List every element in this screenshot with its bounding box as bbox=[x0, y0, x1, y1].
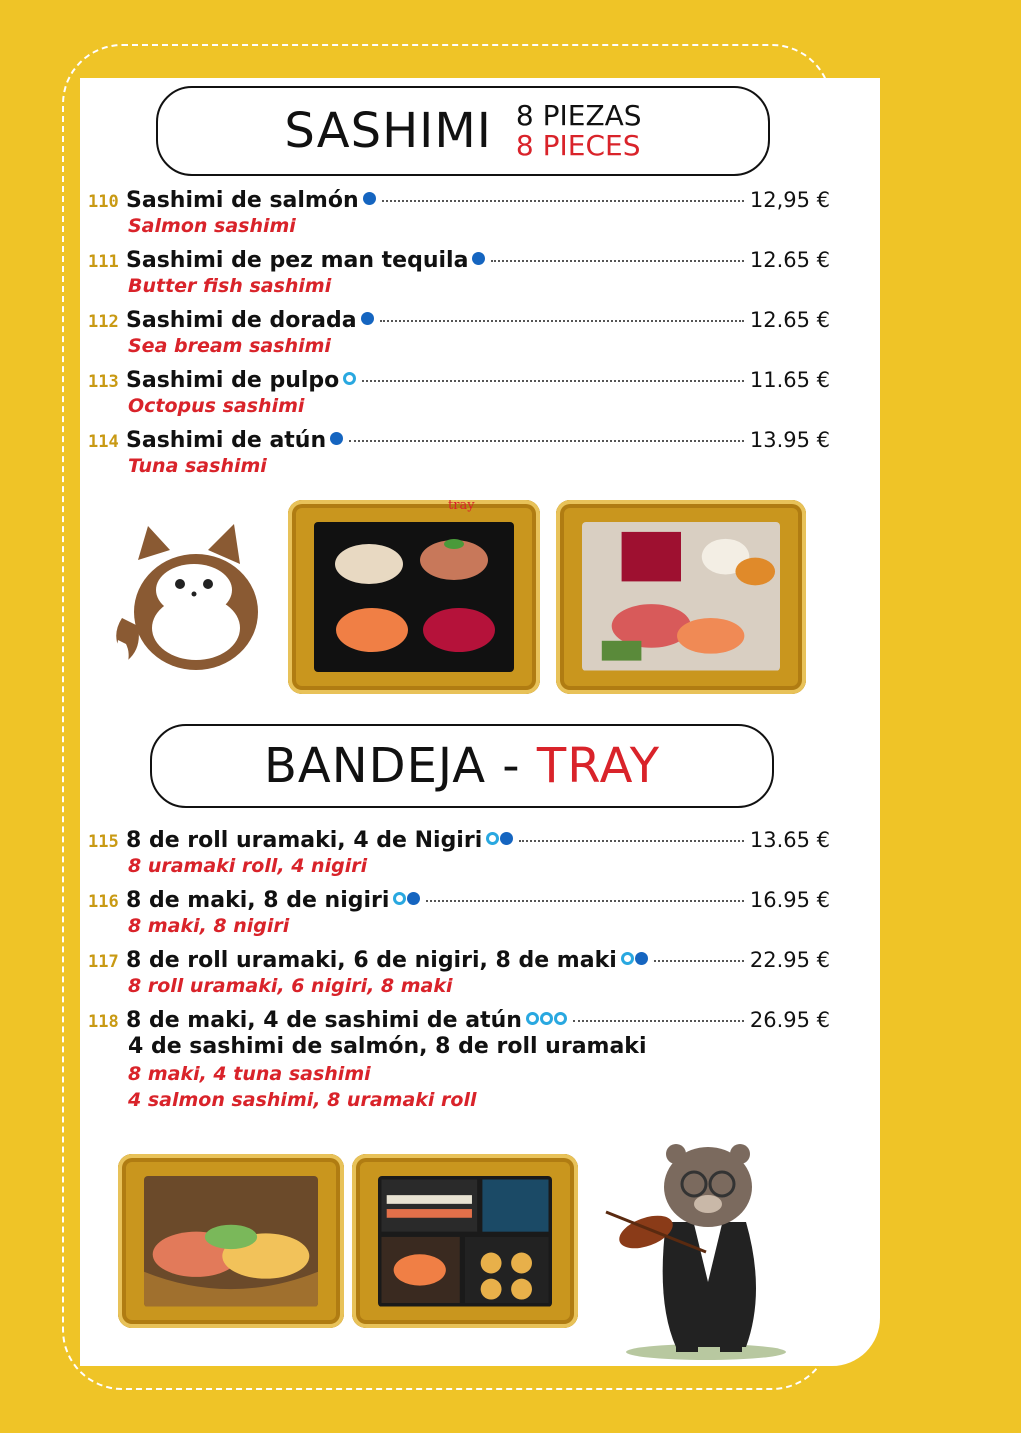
item-english: Octopus sashimi bbox=[128, 395, 305, 417]
leader-dots bbox=[573, 1020, 744, 1022]
fish-icon bbox=[343, 372, 356, 385]
pieces-es: 8 PIEZAS bbox=[515, 99, 642, 132]
sushi-collage-photo bbox=[378, 1176, 552, 1307]
sashimi-pieces bbox=[516, 101, 642, 161]
photo-frame-boat-tray bbox=[118, 1154, 344, 1328]
item-price: 26.95 € bbox=[749, 1008, 830, 1032]
tray-title-en: TRAY bbox=[536, 738, 661, 794]
item-number: 114 bbox=[88, 432, 119, 452]
menu-item-111 bbox=[88, 248, 830, 299]
menu-item-115 bbox=[88, 828, 830, 879]
item-name: Sashimi de dorada bbox=[126, 308, 357, 333]
leader-dots bbox=[519, 840, 744, 842]
tray-title bbox=[264, 738, 660, 794]
boat-tray-photo bbox=[144, 1176, 318, 1307]
item-price: 12.65 € bbox=[749, 248, 830, 272]
item-price: 22.95 € bbox=[749, 948, 830, 972]
item-english-continued: 4 salmon sashimi, 8 uramaki roll bbox=[128, 1089, 477, 1111]
tray-title-es: BANDEJA - bbox=[263, 738, 537, 794]
fish-icon bbox=[486, 832, 513, 845]
leader-dots bbox=[382, 200, 744, 202]
item-number: 117 bbox=[88, 952, 119, 972]
item-english: Salmon sashimi bbox=[128, 215, 296, 237]
item-number: 113 bbox=[88, 372, 119, 392]
item-price: 16.95 € bbox=[749, 888, 830, 912]
item-number: 112 bbox=[88, 312, 119, 332]
menu-item-112 bbox=[88, 308, 830, 359]
item-number: 118 bbox=[88, 1012, 119, 1032]
fish-icon bbox=[472, 252, 485, 265]
item-price: 12.65 € bbox=[749, 308, 830, 332]
leader-dots bbox=[491, 260, 743, 262]
fish-icon bbox=[330, 432, 343, 445]
menu-item-113 bbox=[88, 368, 830, 419]
leader-dots bbox=[426, 900, 743, 902]
tray-caption: tray bbox=[448, 498, 475, 513]
menu-item-114 bbox=[88, 428, 830, 479]
item-name: 8 de maki, 8 de nigiri bbox=[126, 888, 390, 913]
item-name: Sashimi de pulpo bbox=[126, 368, 340, 393]
item-name: Sashimi de atún bbox=[126, 428, 327, 453]
photo-frame-sashimi-platter bbox=[288, 500, 540, 694]
pieces-en: 8 PIECES bbox=[515, 129, 641, 162]
item-name: Sashimi de pez man tequila bbox=[126, 248, 469, 273]
fish-icon bbox=[361, 312, 374, 325]
item-number: 116 bbox=[88, 892, 119, 912]
menu-item-116 bbox=[88, 888, 830, 939]
item-name: Sashimi de salmón bbox=[126, 188, 359, 213]
fish-icon bbox=[621, 952, 648, 965]
photo-frame-sashimi-plate bbox=[556, 500, 806, 694]
sashimi-header bbox=[156, 86, 770, 176]
item-english: Sea bream sashimi bbox=[128, 335, 331, 357]
item-price: 11.65 € bbox=[749, 368, 830, 392]
item-name: 8 de roll uramaki, 6 de nigiri, 8 de maki bbox=[126, 948, 617, 973]
photo-frame-sushi-collage bbox=[352, 1154, 578, 1328]
tray-header bbox=[150, 724, 774, 808]
item-english: Butter fish sashimi bbox=[128, 275, 332, 297]
item-english: 8 uramaki roll, 4 nigiri bbox=[128, 855, 368, 877]
item-number: 115 bbox=[88, 832, 119, 852]
item-english: 8 maki, 8 nigiri bbox=[128, 915, 290, 937]
leader-dots bbox=[654, 960, 744, 962]
item-price: 12,95 € bbox=[749, 188, 830, 212]
item-price: 13.65 € bbox=[749, 828, 830, 852]
bear-violinist-mascot bbox=[596, 1132, 796, 1362]
sashimi-title: SASHIMI bbox=[284, 103, 492, 159]
fox-mascot bbox=[108, 520, 268, 670]
menu-item-118 bbox=[88, 1008, 830, 1113]
sashimi-platter-photo bbox=[314, 522, 514, 672]
fish-icon bbox=[526, 1012, 567, 1025]
item-number: 110 bbox=[88, 192, 119, 212]
item-name-continued: 4 de sashimi de salmón, 8 de roll uramaki bbox=[128, 1034, 647, 1059]
item-name: 8 de maki, 4 de sashimi de atún bbox=[126, 1008, 522, 1033]
leader-dots bbox=[362, 380, 744, 382]
menu-item-110 bbox=[88, 188, 830, 239]
fish-icon bbox=[393, 892, 420, 905]
item-price: 13.95 € bbox=[749, 428, 830, 452]
fish-icon bbox=[363, 192, 376, 205]
leader-dots bbox=[349, 440, 744, 442]
item-english: 8 roll uramaki, 6 nigiri, 8 maki bbox=[128, 975, 453, 997]
item-number: 111 bbox=[88, 252, 119, 272]
item-english: Tuna sashimi bbox=[128, 455, 267, 477]
menu-item-117 bbox=[88, 948, 830, 999]
item-name: 8 de roll uramaki, 4 de Nigiri bbox=[126, 828, 483, 853]
leader-dots bbox=[380, 320, 744, 322]
item-english: 8 maki, 4 tuna sashimi bbox=[128, 1063, 371, 1085]
sashimi-plate-photo bbox=[582, 522, 780, 671]
